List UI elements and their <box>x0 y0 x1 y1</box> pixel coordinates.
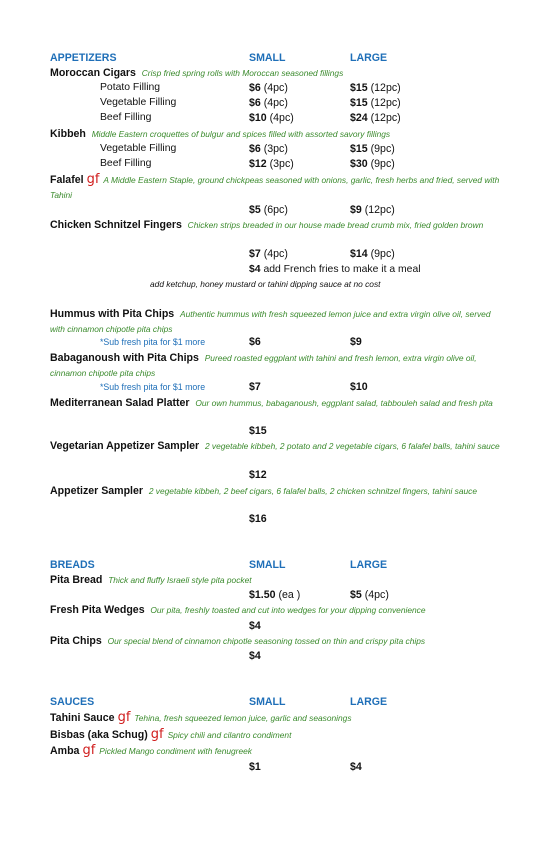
tahini-sauce-desc: Tehina, fresh squeezed lemon juice, garlic and seasonings <box>134 713 352 723</box>
pita-bread-line <box>50 573 252 588</box>
moroccan-beef-large-price: $24 (12pc) <box>350 112 401 124</box>
breads-small-header: SMALL <box>249 559 286 571</box>
pita-bread-name: Pita Bread <box>50 574 103 586</box>
moroccan-cigars-line <box>50 66 343 81</box>
breads-heading: BREADS <box>50 559 95 571</box>
appetizer-sampler-name: Appetizer Sampler <box>50 485 144 497</box>
pita-wedges-line <box>50 603 426 618</box>
hummus-large-price: $9 <box>350 336 362 348</box>
schnitzel-small-price: $7 (4pc) <box>249 248 288 260</box>
kibbeh-vegetable-small-price: $6 (3pc) <box>249 143 288 155</box>
falafel-name: Falafel <box>50 174 84 186</box>
gluten-free-marker: gf <box>150 727 164 742</box>
veg-sampler-line <box>50 439 500 454</box>
babaganoush-sub-pita-note: *Sub fresh pita for $1 more <box>100 382 206 392</box>
kibbeh-vegetable-large-price: $15 (9pc) <box>350 143 395 155</box>
kibbeh-beef-small-price: $12 (3pc) <box>249 158 294 170</box>
moroccan-beef-label: Beef Filling <box>100 112 152 123</box>
falafel-large-price: $9 (12pc) <box>350 204 395 216</box>
veg-sampler-name: Vegetarian Appetizer Sampler <box>50 440 200 452</box>
kibbeh-desc: Middle Eastern croquettes of bulgur and spices filled with assorted savory fillings <box>91 129 391 139</box>
babaganoush-line <box>50 351 500 381</box>
kibbeh-name: Kibbeh <box>50 128 86 140</box>
moroccan-vegetable-label: Vegetable Filling <box>100 97 177 108</box>
salad-platter-name: Mediterranean Salad Platter <box>50 397 190 409</box>
appetizers-heading: APPETIZERS <box>50 52 117 64</box>
moroccan-cigars-desc: Crisp fried spring rolls with Moroccan seasoned fillings <box>141 68 344 78</box>
moroccan-potato-large-price: $15 (12pc) <box>350 82 401 94</box>
hummus-name: Hummus with Pita Chips <box>50 308 175 320</box>
amba-line <box>50 744 252 759</box>
french-fries-addon: $4 add French fries to make it a meal <box>249 264 421 275</box>
kibbeh-beef-large-price: $30 (9pc) <box>350 158 395 170</box>
pita-wedges-name: Fresh Pita Wedges <box>50 604 145 616</box>
amba-desc: Pickled Mango condiment with fenugreek <box>99 746 252 756</box>
dipping-sauce-note: add ketchup, honey mustard or tahini dipping sauce at no cost <box>150 279 381 289</box>
kibbeh-beef-label: Beef Filling <box>100 158 152 169</box>
babaganoush-small-price: $7 <box>249 381 261 393</box>
sauces-small-header: SMALL <box>249 696 286 708</box>
pita-chips-desc: Our special blend of cinnamon chipotle seasoning tossed on thin and crispy pita chips <box>107 636 426 646</box>
salad-platter-price: $15 <box>249 425 267 437</box>
amba-name: Amba <box>50 745 80 757</box>
pita-chips-price: $4 <box>249 650 261 662</box>
sauces-small-price: $1 <box>249 761 261 773</box>
breads-large-header: LARGE <box>350 559 388 571</box>
babaganoush-name: Babaganoush with Pita Chips <box>50 352 199 364</box>
appetizer-sampler-desc: 2 vegetable kibbeh, 2 beef cigars, 6 falafel balls, 2 chicken schnitzel fingers, tahini sauce <box>148 486 478 496</box>
veg-sampler-desc: 2 vegetable kibbeh, 2 potato and 2 vegetable cigars, 6 falafel balls, tahini sauce <box>204 441 500 451</box>
moroccan-potato-small-price: $6 (4pc) <box>249 82 288 94</box>
babaganoush-desc: Pureed roasted eggplant with tahini and fresh lemon, extra virgin olive oil, cinnamon chipotle pita chips <box>50 353 477 378</box>
bisbas-desc: Spicy chili and cilantro condiment <box>167 730 292 740</box>
pita-chips-name: Pita Chips <box>50 635 102 647</box>
appetizer-sampler-price: $16 <box>249 513 267 525</box>
moroccan-vegetable-large-price: $15 (12pc) <box>350 97 401 109</box>
schnitzel-line <box>50 218 500 233</box>
falafel-small-price: $5 (6pc) <box>249 204 288 216</box>
pita-wedges-price: $4 <box>249 620 261 632</box>
appetizers-small-header: SMALL <box>249 52 286 64</box>
tahini-sauce-name: Tahini Sauce <box>50 712 115 724</box>
bisbas-name: Bisbas (aka Schug) <box>50 729 148 741</box>
salad-platter-desc: Our own hummus, babaganoush, eggplant salad, tabbouleh salad and fresh pita <box>195 398 493 408</box>
bisbas-line <box>50 728 291 743</box>
moroccan-vegetable-small-price: $6 (4pc) <box>249 97 288 109</box>
hummus-sub-pita-note: *Sub fresh pita for $1 more <box>100 337 206 347</box>
babaganoush-large-price: $10 <box>350 381 368 393</box>
falafel-desc: A Middle Eastern Staple, ground chickpeas seasoned with onions, garlic, fresh herbs and fried, served with Tahini <box>50 175 500 200</box>
moroccan-cigars-name: Moroccan Cigars <box>50 67 136 79</box>
pita-chips-line <box>50 634 425 649</box>
sauces-heading: SAUCES <box>50 696 95 708</box>
moroccan-beef-small-price: $10 (4pc) <box>249 112 294 124</box>
tahini-sauce-line <box>50 711 352 726</box>
gluten-free-marker: gf <box>117 710 131 725</box>
hummus-line <box>50 307 500 337</box>
appetizers-large-header: LARGE <box>350 52 388 64</box>
salad-platter-line <box>50 396 500 411</box>
moroccan-potato-label: Potato Filling <box>100 82 161 93</box>
schnitzel-large-price: $14 (9pc) <box>350 248 395 260</box>
falafel-line <box>50 173 500 203</box>
schnitzel-name: Chicken Schnitzel Fingers <box>50 219 182 231</box>
sauces-large-header: LARGE <box>350 696 388 708</box>
veg-sampler-price: $12 <box>249 469 267 481</box>
gluten-free-marker: gf <box>82 743 96 758</box>
sauces-large-price: $4 <box>350 761 362 773</box>
gluten-free-marker: gf <box>86 172 100 187</box>
pita-bread-large-price: $5 (4pc) <box>350 589 389 601</box>
pita-bread-small-price: $1.50 (ea ) <box>249 589 301 601</box>
hummus-desc: Authentic hummus with fresh squeezed lemon juice and extra virgin olive oil, served with cinnamon chipotle pita chips <box>50 309 491 334</box>
pita-bread-desc: Thick and fluffy Israeli style pita pocket <box>108 575 252 585</box>
schnitzel-desc: Chicken strips breaded in our house made bread crumb mix, fried golden brown <box>187 220 484 230</box>
pita-wedges-desc: Our pita, freshly toasted and cut into wedges for your dipping convenience <box>150 605 426 615</box>
kibbeh-line <box>50 127 390 142</box>
kibbeh-vegetable-label: Vegetable Filling <box>100 143 177 154</box>
appetizer-sampler-line <box>50 484 500 499</box>
hummus-small-price: $6 <box>249 336 261 348</box>
